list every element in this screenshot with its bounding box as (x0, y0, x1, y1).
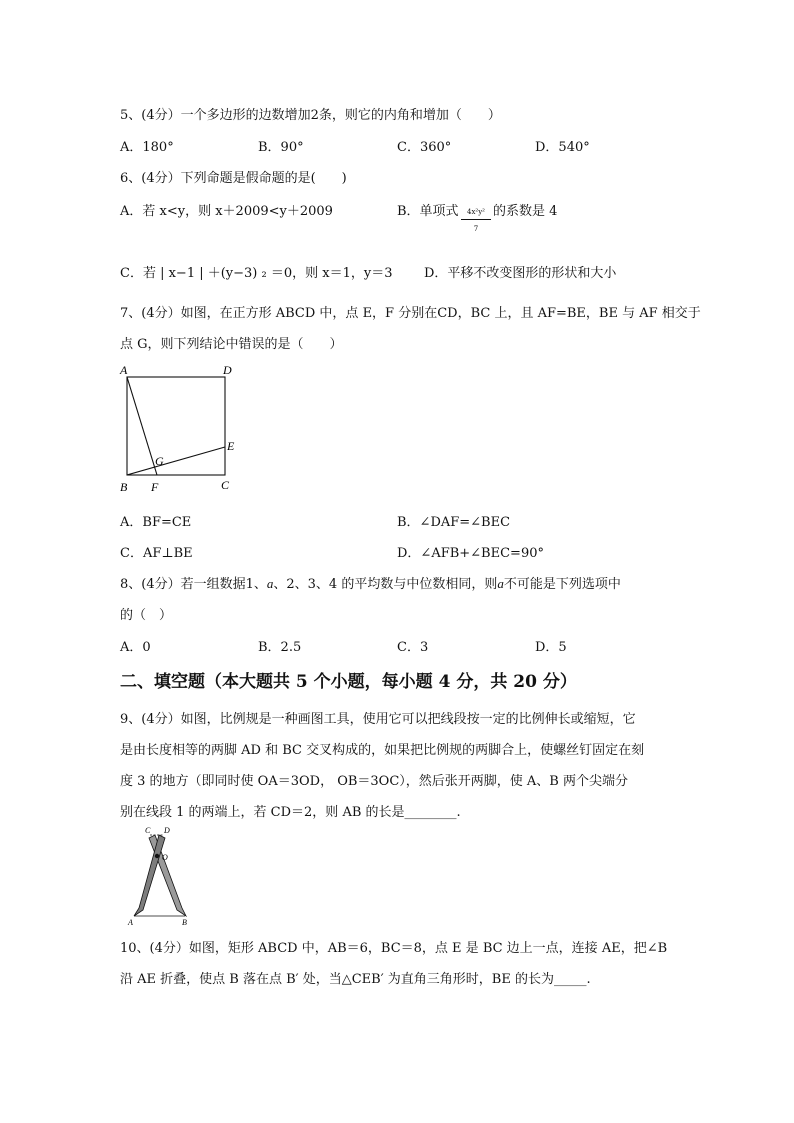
q6-option-c: C．若 | x−1 | ＋(y−3) ₂ ＝0，则 x＝1，y＝3 (120, 266, 393, 281)
q8-option-d: D．5 (535, 640, 567, 655)
q9-stem-line1: 9、(4分）如图，比例规是一种画图工具，使用它可以把线段按一定的比例伸长或缩短，它 (120, 712, 636, 727)
q8-stem-part3: 不可能是下列选项中 (503, 577, 621, 592)
label-a: A (120, 363, 128, 377)
q6-option-d: D．平移不改变图形的形状和大小 (424, 266, 617, 281)
label-a: A (128, 918, 133, 927)
q7-option-c: C．AF⊥BE (120, 546, 193, 561)
q8-variable-a: a (266, 576, 274, 591)
label-f: F (151, 480, 159, 494)
q8-stem-part1: 8、(4分）若一组数据1、 (120, 577, 267, 592)
q7-stem-line2: 点 G，则下列结论中错误的是（ ） (120, 337, 343, 352)
label-d: D (164, 826, 170, 835)
q8-variable-a-2: a (497, 576, 504, 591)
label-c: C (221, 478, 230, 492)
label-b: B (120, 480, 128, 494)
q9-stem-line4: 别在线段 1 的两端上，若 CD＝2，则 AB 的长是________. (120, 805, 461, 820)
label-o: O (162, 853, 168, 862)
label-b: B (182, 918, 187, 927)
q8-stem-line1 (120, 573, 621, 592)
q8-option-b: B．2.5 (258, 640, 302, 655)
square-abcd-figure (115, 360, 245, 495)
q5-stem: 5、(4分）一个多边形的边数增加2条，则它的内角和增加（ ） (120, 108, 501, 123)
q9-stem-line2: 是由长度相等的两脚 AD 和 BC 交叉构成的，如果把比例规的两脚合上，使螺丝钉固定在刻 (120, 743, 645, 758)
q7-option-d: D．∠AFB+∠BEC=90° (397, 546, 544, 561)
q5-option-b: B．90° (258, 140, 304, 155)
q7-option-a: A．BF=CE (120, 515, 192, 530)
q7-stem-line1: 7、(4分）如图，在正方形 ABCD 中，点 E，F 分别在CD，BC 上，且 AF=BE，BE 与 AF 相交于 (120, 306, 701, 321)
q8-stem-part2: 、2、3、4 的平均数与中位数相同，则 (273, 577, 498, 592)
q9-stem-line3: 度 3 的地方（即同时使 OA＝3OD， OB＝3OC），然后张开两脚，使 A、B 两个尖端分 (120, 774, 628, 789)
q5-option-a: A．180° (120, 140, 174, 155)
label-g: G (155, 454, 164, 468)
leg-cb (149, 835, 186, 916)
q10-stem-line2: 沿 AE 折叠，使点 B 落在点 B′ 处，当△CEB′ 为直角三角形时，BE 的长为_____. (120, 972, 591, 987)
q10-stem-line1: 10、(4分）如图，矩形 ABCD 中，AB＝6，BC＝8，点 E 是 BC 边上一点，连接 AE，把∠B (120, 941, 668, 956)
q6-stem: 6、(4分）下列命题是假命题的是( ) (120, 171, 347, 186)
q6-option-b-suffix: 的系数是 4 (493, 204, 558, 219)
q6-option-a: A．若 x<y，则 x＋2009<y＋2009 (120, 204, 333, 219)
segment-be (127, 447, 225, 475)
q8-option-c: C．3 (397, 640, 429, 655)
section-title: 二、填空题（本大题共 5 个小题，每小题 4 分，共 20 分） (120, 672, 577, 692)
q8-stem-line2: 的（ ） (120, 608, 173, 623)
q7-option-b: B．∠DAF=∠BEC (397, 515, 511, 530)
leg-da (134, 835, 165, 916)
q5-option-c: C．360° (397, 140, 452, 155)
q6-fraction-numerator: 4x²y² (467, 208, 485, 216)
q6-option-b-prefix: B．单项式 (397, 204, 459, 219)
proportional-compass-figure (122, 824, 197, 928)
screw-o (155, 854, 159, 858)
label-e: E (227, 439, 235, 453)
fraction-bar (461, 219, 491, 220)
q6-fraction-denominator: 7 (473, 225, 479, 233)
label-c: C (145, 826, 151, 835)
label-d: D (223, 363, 232, 377)
q8-option-a: A．0 (120, 640, 151, 655)
q5-option-d: D．540° (535, 140, 590, 155)
segment-af (127, 377, 157, 475)
